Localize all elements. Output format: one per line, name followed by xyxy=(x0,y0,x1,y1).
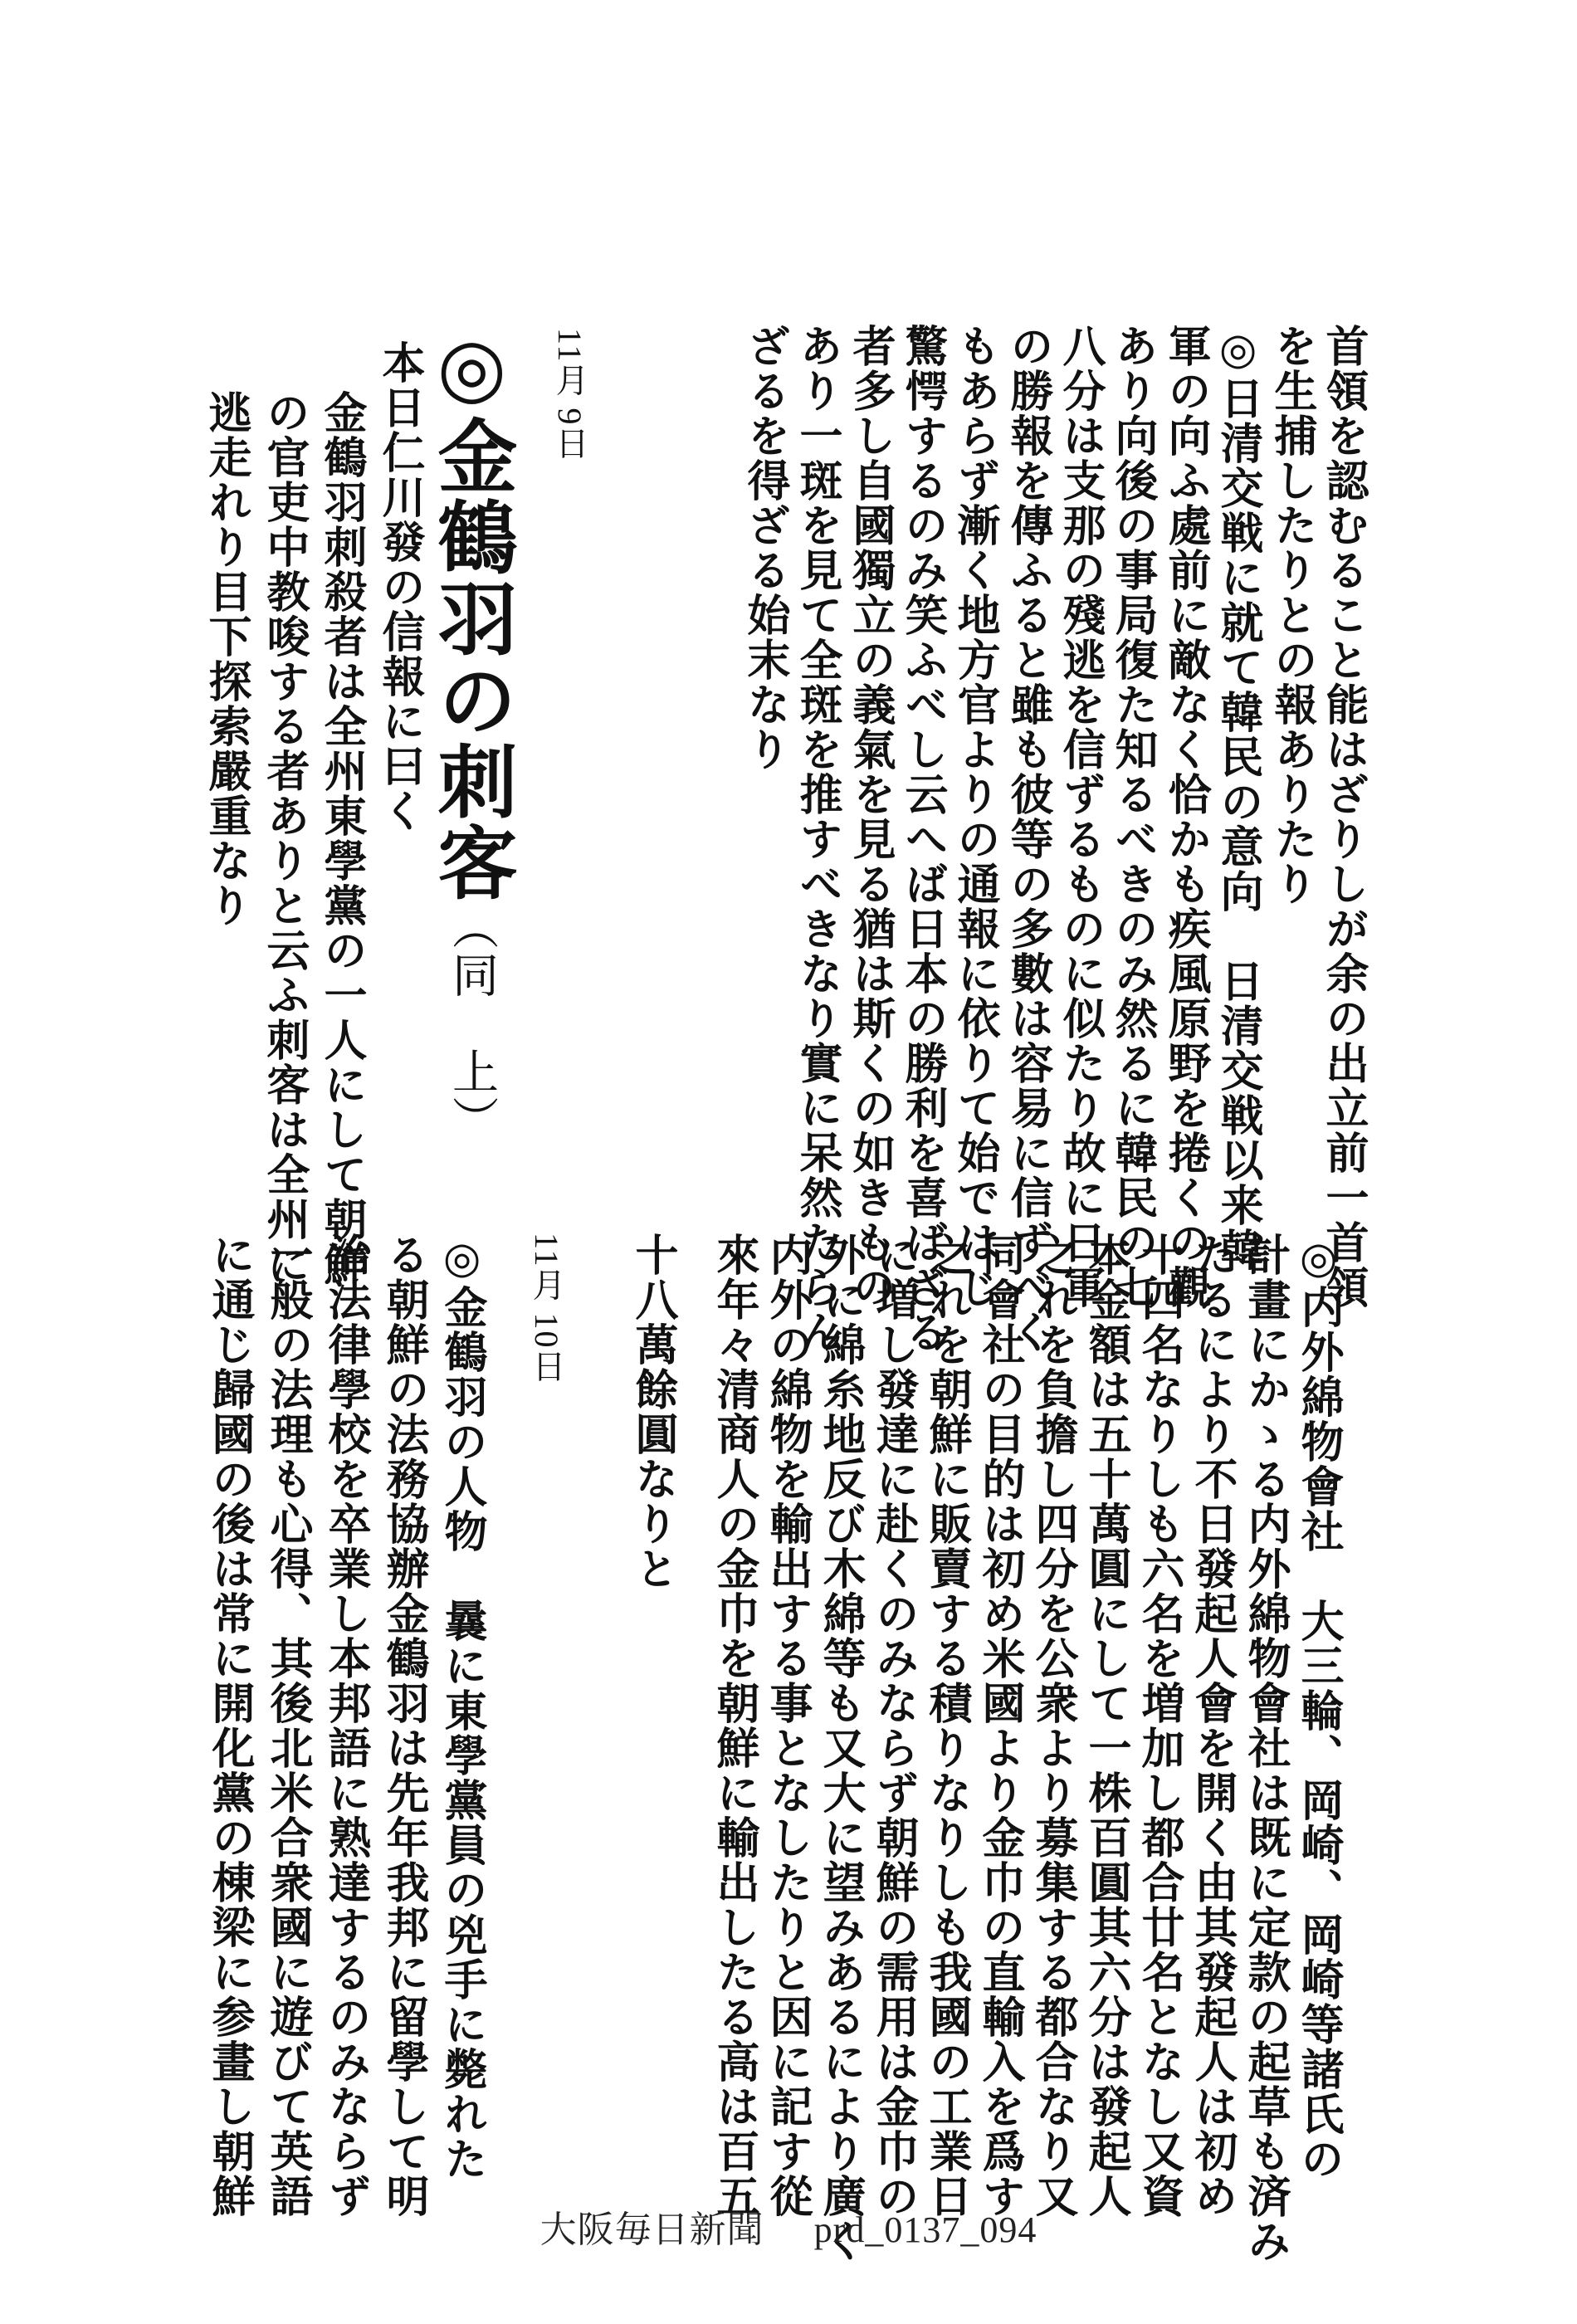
article-c-line: 内外の綿物を輸出する事となしたりと因に記す從 xyxy=(762,1233,813,2219)
article-c-line: たるにより不日發起人會を開く由其發起人は初め xyxy=(1187,1233,1238,2219)
article-d-line: る朝鮮の法務協辦金鶴羽は先年我邦に留學して明 xyxy=(378,1233,429,2219)
article-a-line: ◎日清交戦に就て韓民の意向 日清交戦以来韓 xyxy=(1213,324,1263,1272)
article-a-line: もあらず漸く地方官よりの通報に依りて始ではじ xyxy=(950,324,1000,1310)
article-a-line: 八分は支那の殘逃を信ずるものに似たり故に日軍 xyxy=(1055,324,1106,1310)
article-c-line: 之れを朝鮮に販賣する積りなりしも我國の工業日 xyxy=(921,1233,972,2219)
article-d-date: 11月 10日 xyxy=(528,1233,565,1384)
article-b-line: の官吏中教唆する者ありと云ふ刺客は全州に xyxy=(259,390,310,1286)
article-b-line: 逃走れり目下探索嚴重なり xyxy=(201,390,251,928)
article-d-line: ◎金鶴羽の人物 曩に東學黨員の兇手に斃れた xyxy=(437,1233,487,2181)
article-a-line: を生捕したりとの報ありたり xyxy=(1267,324,1317,906)
article-d-line: に通じ歸國の後は常に開化黨の棟梁に参畫し朝鮮 xyxy=(204,1233,255,2219)
article-a-line: 首領を認むること能はざりしが余の出立前一首領 xyxy=(1318,324,1369,1310)
footer-id: prd_0137_094 xyxy=(813,2209,1038,2250)
article-b-headline xyxy=(425,320,519,1144)
page-footer xyxy=(0,2200,1577,2253)
article-c-line: 十四名なりしも六名を増加し都合廿名となし又資 xyxy=(1134,1233,1184,2219)
headline-text: ◎金鶴羽の刺客 xyxy=(425,320,519,903)
article-c-line: 本金額は五十萬圓にして一株百圓其六分は發起人 xyxy=(1081,1233,1131,2219)
article-c-line: ◎内外綿物會社 大三輪、岡崎、岡崎等諸氏の xyxy=(1293,1233,1344,2181)
article-a-line: 軍の向ふ處前に敵なく恰かも疾風原野を捲くの觀 xyxy=(1160,324,1211,1310)
article-d-line: 一般の法理も心得、其後北米合衆國に遊びて英語 xyxy=(262,1233,313,2219)
article-b-date: 11月 9日 xyxy=(551,328,588,461)
article-c-line: 來年々清商人の金巾を朝鮮に輸出したる高は百五 xyxy=(709,1233,759,2219)
article-c-line: 同會社の目的は初め米國より金巾の直輸入を爲す xyxy=(974,1233,1025,2219)
article-d-line: 治法律學校を卒業し本邦語に熟達するのみならず xyxy=(320,1233,371,2219)
footer-source: 大阪毎日新聞 xyxy=(540,2209,764,2251)
article-a-line: 驚愕するのみ笑ふべし云へば日本の勝利を喜ばざる xyxy=(897,324,948,1355)
article-b-line: 金鶴羽刺殺者は全州東學黨の一人にして朝鮮 xyxy=(316,390,367,1286)
article-c-line: 外に綿糸地反び木綿等も又大に望みあるにより廣く xyxy=(815,1233,866,2263)
article-a-line: の勝報を傳ふると雖も彼等の多數は容易に信ずべく xyxy=(1003,324,1053,1355)
article-b-line: 本日仁川發の信報に曰く xyxy=(374,340,425,833)
article-a-line: ざるを得ざる始末なり xyxy=(740,324,790,772)
article-a-line: あり向後の事局復た知るべきのみ然るに韓民の七 xyxy=(1107,324,1158,1310)
article-c-line: 之れを負擔し四分を公衆より募集する都合なり又 xyxy=(1028,1233,1078,2219)
article-c-line: に増し發達に赴くのみならず朝鮮の需用は金巾の xyxy=(868,1233,919,2219)
article-a-line: 者多し自國獨立の義氣を見る猶は斯くの如きもの xyxy=(845,324,896,1310)
article-a-line: あり一斑を見て全斑を推すべきなり實に呆然たらん xyxy=(792,324,842,1355)
article-c-line: 十八萬餘圓なりと xyxy=(627,1233,678,1591)
article-c-line: 計畫にかゝる内外綿物會社は既に定款の起草も済み xyxy=(1240,1233,1291,2263)
headline-note: （同 上） xyxy=(445,903,499,1144)
